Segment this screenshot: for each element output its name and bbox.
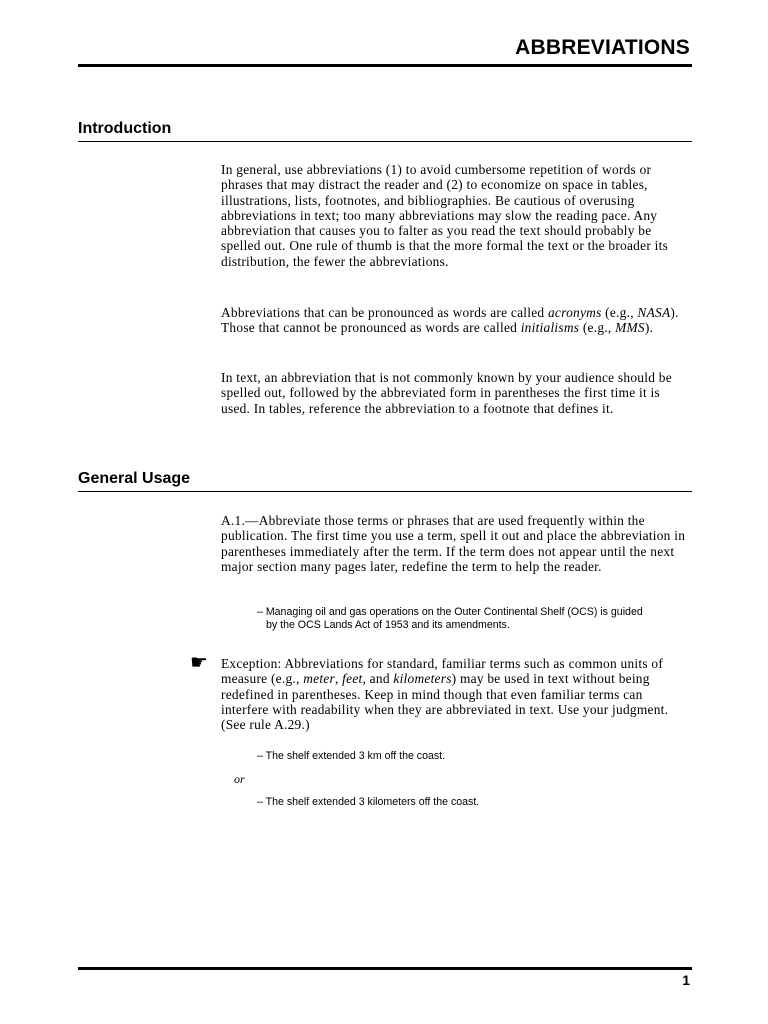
example-ocs bbox=[257, 606, 697, 631]
header-rule bbox=[78, 64, 692, 67]
footer-rule bbox=[78, 967, 692, 970]
example-kilometers: – The shelf extended 3 kilometers off the coast. bbox=[257, 796, 480, 808]
term-mms: MMS bbox=[615, 320, 645, 336]
term-acronyms: acronyms bbox=[547, 305, 602, 320]
page-title: ABBREVIATIONS bbox=[515, 36, 690, 59]
term-initialisms: initialisms bbox=[520, 320, 580, 336]
pointing-hand-icon: ☛ bbox=[190, 650, 208, 674]
intro-paragraph-3: In text, an abbreviation that is not commonly known by your audience should be spelled out, followed by the abbreviated form in parentheses the first time it is used. In tables, reference the abbreviation to a footnote that defines it. bbox=[221, 370, 672, 416]
term-meter: meter bbox=[303, 671, 335, 687]
example-ocs-line-1: – Managing oil and gas operations on the Outer Continental Shelf (OCS) is guided bbox=[257, 606, 643, 618]
section-rule-general-usage bbox=[78, 491, 692, 492]
or-label: or bbox=[234, 772, 245, 786]
intro-paragraph-1: In general, use abbreviations (1) to avoid cumbersome repetition of words or phrases that may distract the reader and (2) to economize on space in tables, illustrations, lists, footnotes, and bibliographies. Be cautious of overusing abbreviations in text; too many abbreviations may slow the reading pace. Any abbreviation that causes you to falter as you read the text should probably be spelled out. One rule of thumb is that the more formal the text or the broader its distribution, the fewer the abbreviations. bbox=[221, 162, 669, 269]
exception-paragraph: Exception: Abbreviations for standard, familiar terms such as common units of measure (e.g., meter, feet, and kilometers) may be used in text without being redefined in parentheses. Keep in mind though that even familiar terms can interfere with readability when they are abbreviated in text. Use your judgment. (See rule A.29.) bbox=[221, 656, 669, 733]
example-km: – The shelf extended 3 km off the coast. bbox=[257, 750, 446, 762]
page-number: 1 bbox=[682, 972, 690, 988]
section-rule-introduction bbox=[78, 141, 692, 142]
section-heading-introduction: Introduction bbox=[78, 120, 172, 137]
term-kilometers: kilometers bbox=[393, 671, 452, 687]
rule-a1-paragraph: A.1.—Abbreviate those terms or phrases that are used frequently within the publication. The first time you use a term, spell it out and place the abbreviation in parentheses immediately after the term. If the term does not appear until the next major section many pages later, redefine the term to help the reader. bbox=[221, 513, 686, 574]
section-heading-general-usage: General Usage bbox=[78, 470, 191, 487]
term-nasa: NASA bbox=[637, 305, 671, 320]
example-ocs-line-2: by the OCS Lands Act of 1953 and its amendments. bbox=[266, 618, 510, 631]
intro-paragraph-2: Abbreviations that can be pronounced as words are called acronyms (e.g., NASA). Those that cannot be pronounced as words are called initialisms (e.g., MMS). bbox=[221, 305, 679, 336]
term-feet: feet bbox=[342, 671, 363, 687]
